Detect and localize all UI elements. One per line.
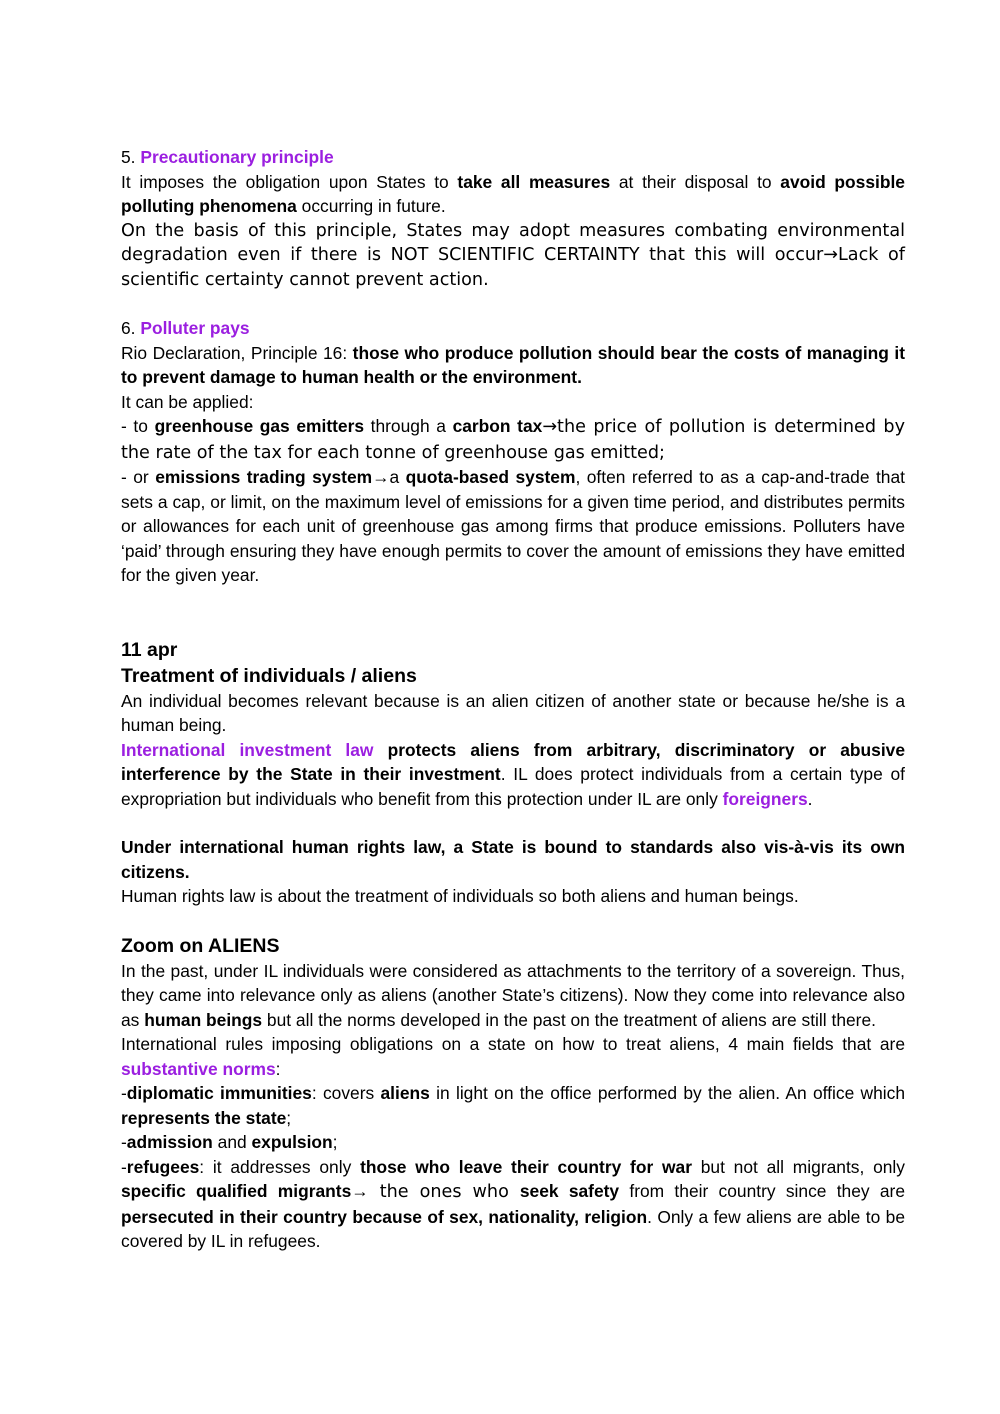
section-heading: Treatment of individuals / aliens bbox=[121, 664, 417, 687]
paragraph: Human rights law is about the treatment of individuals so both aliens and human beings. bbox=[121, 886, 799, 906]
section-number: 5. bbox=[121, 147, 136, 167]
section-title: Polluter pays bbox=[140, 318, 250, 338]
paragraph: International rules imposing obligations on a state on how to treat aliens, 4 main fields that are substantive norms: bbox=[121, 1034, 905, 1079]
paragraph: Rio Declaration, Principle 16: those who produce pollution should bear the costs of managing it to prevent damage to human health or the environment. bbox=[121, 342, 905, 387]
paragraph: It imposes the obligation upon States to take all measures at their disposal to avoid possible polluting phenomena occurring in future. bbox=[121, 171, 905, 216]
list-item: -admission and expulsion; bbox=[121, 1132, 338, 1152]
paragraph: It can be applied: bbox=[121, 391, 254, 412]
section-number: 6. bbox=[121, 318, 136, 338]
list-item: -refugees: it addresses only those who leave their country for war but not all migrants, only specific qualified migrants→ the ones who seek safety from their country since they are persecuted in their country because of sex, nationality, religion. Only a few aliens are able to be covered by IL in refugees. bbox=[121, 1156, 905, 1251]
paragraph: On the basis of this principle, States may adopt measures combating environmental degradation even if there is NOT SCIENTIFIC CERTAINTY that this will occur→Lack of scientific certainty cannot prevent action. bbox=[121, 220, 905, 290]
paragraph: In the past, under IL individuals were considered as attachments to the territory of a sovereign. Thus, they came into relevance only as aliens (another State’s citizens). Now they come into relevance also as human beings but all the norms developed in the past on the treatment of aliens are still there. bbox=[121, 960, 905, 1030]
paragraph: Under international human rights law, a State is bound to standards also vis-à-vis its own citizens. bbox=[121, 837, 905, 882]
paragraph: International investment law protects aliens from arbitrary, discriminatory or abusive interference by the State in their investment. IL does protect individuals from a certain type of expropriation but individuals who benefit from this protection under IL are only foreigners. bbox=[121, 739, 906, 809]
section-heading: Zoom on ALIENS bbox=[121, 934, 280, 957]
paragraph: An individual becomes relevant because is an alien citizen of another state or because he/she is a human being. bbox=[121, 690, 905, 735]
document-page bbox=[121, 145, 905, 1254]
section-6-heading bbox=[121, 316, 905, 341]
section-5-heading bbox=[121, 145, 905, 170]
list-item: -diplomatic immunities: covers aliens in light on the office performed by the alien. An office which represents the state; bbox=[121, 1083, 905, 1128]
date-heading: 11 apr bbox=[121, 638, 178, 661]
list-item: - or emissions trading system→a quota-based system, often referred to as a cap-and-trade that sets a cap, or limit, on the maximum level of emissions for a given time period, and distributes permits or allowances for each unit of greenhouse gas among firms that produce emissions. Polluters have ‘paid’ through ensuring they have enough permits to cover the amount of emissions they have emitted for the given year. bbox=[121, 467, 905, 585]
list-item: - to greenhouse gas emitters through a carbon tax→the price of pollution is determined by the rate of the tax for each tonne of greenhouse gas emitted; bbox=[121, 416, 905, 463]
section-title: Precautionary principle bbox=[140, 147, 334, 167]
